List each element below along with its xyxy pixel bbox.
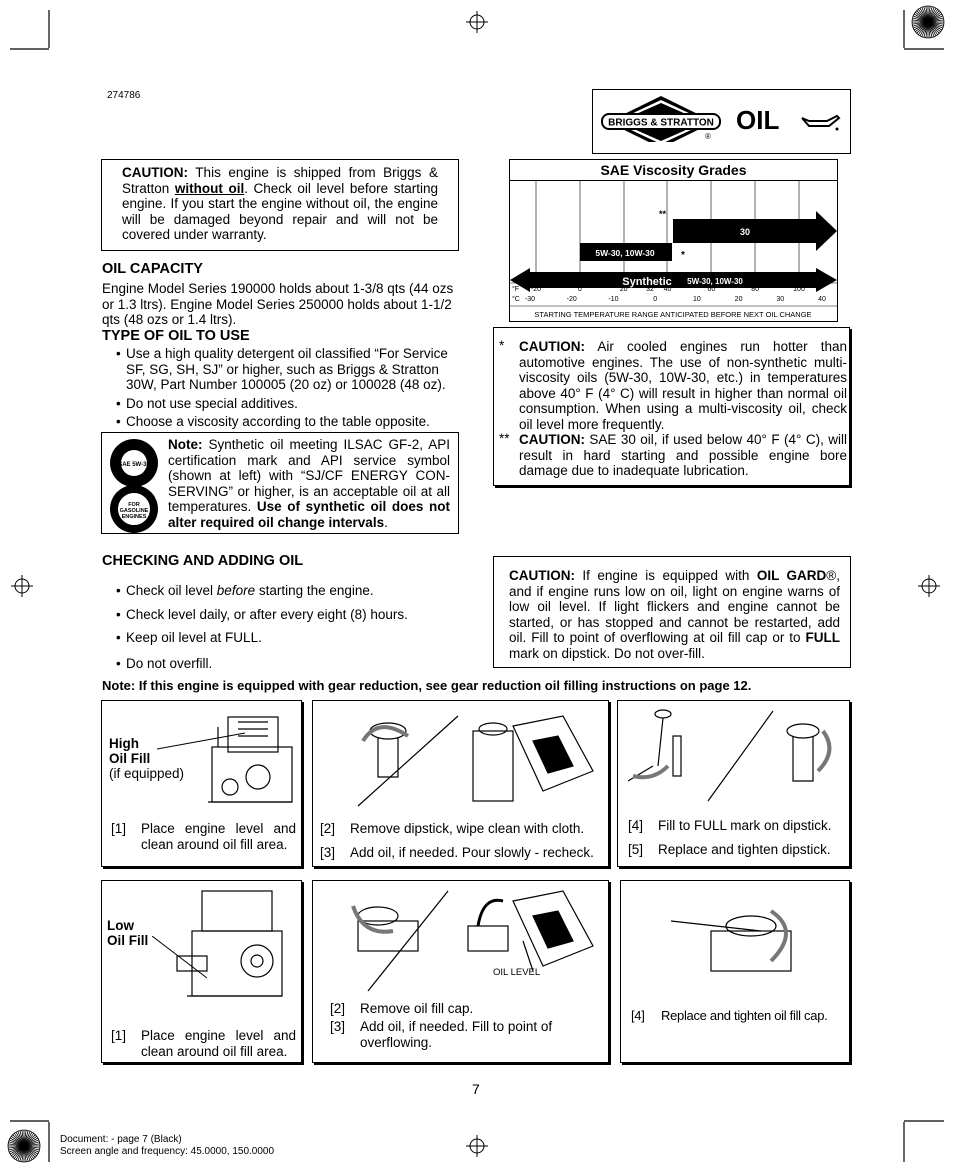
- api-donut-symbol-icon: [108, 437, 160, 489]
- page-number: 7: [472, 1081, 480, 1097]
- bar-synthetic-sub: 5W-30, 10W-30: [687, 277, 743, 286]
- step-1-high: [1] Place engine level and clean around oil fill area.: [111, 821, 296, 852]
- c-tick-label: 10: [692, 296, 701, 303]
- checking-list: [112, 583, 462, 671]
- c-tick-label: 30: [776, 296, 785, 303]
- oil-fill-cap-replace-illustration: [651, 901, 841, 991]
- f-tick-label: 40: [663, 286, 672, 293]
- print-info: Document: - page 7 (Black) Screen angle and frequency: 45.0000, 150.0000: [60, 1134, 275, 1157]
- oil-capacity-text: Engine Model Series 190000 holds about 1-3/8 qts (44 ozs or 1.3 ltrs). Engine Model Series 250000 holds about 1-1/2 qts (48 ozs or 1.4 ltrs).: [102, 281, 454, 327]
- f-tick-label: 80: [751, 286, 760, 293]
- leader-line: [157, 731, 247, 753]
- header-box: BRIGGS & STRATTON ® OIL: [592, 89, 851, 154]
- viscosity-chart: [509, 159, 838, 322]
- step-2-dipstick: [2] Remove dipstick, wipe clean with cloth.: [320, 821, 585, 836]
- c-tick-label: 0: [653, 296, 658, 303]
- synthetic-note-box: [101, 432, 459, 534]
- step-3-fill-cap: [3] Add oil, if needed. Fill to point of overflowing.: [330, 1019, 553, 1050]
- leader-line-low: [152, 936, 212, 981]
- c-tick-label: 40: [818, 296, 826, 303]
- f-tick-label: 60: [707, 286, 716, 293]
- f-tick-label: 20: [619, 286, 628, 293]
- briggs-stratton-logo: [600, 92, 722, 142]
- f-tick-label: -20: [530, 286, 542, 293]
- oil-level-label: OIL LEVEL: [493, 967, 541, 978]
- step-3-dipstick: [3] Add oil, if needed. Pour slowly - recheck.: [320, 845, 594, 860]
- caution-multigrade: CAUTION: Air cooled engines run hotter than automotive engines. The use of non-synthetic multi-viscosity oils (5W-30, 10W-30, etc.) in temperatures above 40° F (4° C) will result in higher than normal oil consumption. When using a multi-viscosity oil, check oil level more frequently.: [519, 339, 847, 432]
- panel-dipstick-steps45: [617, 700, 850, 867]
- c-tick-label: -30: [524, 296, 536, 303]
- registration-mark-left: [11, 575, 33, 597]
- high-oil-fill-label: High: [109, 736, 139, 751]
- f-unit: °F: [512, 286, 520, 293]
- list-item: • Do not overfill.: [112, 656, 462, 672]
- bar-synthetic: [510, 268, 837, 292]
- svg-text:BRIGGS & STRATTON: BRIGGS & STRATTON: [608, 117, 714, 129]
- registration-mark-bottom: [466, 1135, 488, 1157]
- checking-heading: CHECKING AND ADDING OIL: [102, 553, 304, 569]
- c-tick-label: -20: [566, 296, 577, 303]
- panel-high-step1: High Oil Fill (if equipped) [1] Place engine level and clean around oil fill area.: [101, 700, 302, 867]
- panel-dipstick-steps23: [312, 700, 609, 867]
- api-starburst-symbol-icon: [108, 483, 160, 535]
- oil-capacity-heading: OIL CAPACITY: [102, 261, 203, 277]
- oil-can-icon: [799, 112, 841, 132]
- panel-oil-fill-cap-step4: [620, 880, 850, 1063]
- caution-shipped-box: CAUTION: This engine is shipped from Briggs & Stratton without oil. Check oil level before starting engine. If you start the engine without oil, the engine will be damaged beyond repair and will not be covered under warranty.: [101, 159, 459, 251]
- svg-text:FOR: FOR: [128, 502, 140, 508]
- engine-high-fill-illustration: [198, 707, 300, 813]
- step-4-fill-cap: [4] Replace and tighten oil fill cap.: [631, 1008, 828, 1023]
- f-tick-label: 32: [646, 286, 654, 293]
- bar-synthetic-label: Synthetic: [622, 276, 672, 288]
- type-of-oil-heading: TYPE OF OIL TO USE: [102, 328, 250, 344]
- bar-sae30-label: 30: [739, 227, 751, 237]
- oil-gard-caution-box: CAUTION: If engine is equipped with OIL GARD®, and if engine runs low on oil, light on engine warns of low oil level. If light flickers and engine cannot be started, or has stopped and cannot be restarted, add oil. Fill to point of overflowing at oil fill cap or to FULL mark on dipstick. Do not over-fill.: [493, 556, 851, 668]
- panel-low-step1: Low Oil Fill [1] Place engine level and clean around oil fill area.: [101, 880, 302, 1063]
- registration-mark-right: [918, 575, 940, 597]
- dipstick-full-illustration: [623, 706, 848, 806]
- panel-oil-fill-cap-steps23: [312, 880, 609, 1063]
- viscosity-chart-plot: [510, 180, 837, 321]
- registration-mark-top: [466, 11, 488, 33]
- svg-text:SAE 5W-30: SAE 5W-30: [118, 462, 150, 468]
- step-5-dipstick: [5] Replace and tighten dipstick.: [628, 842, 831, 857]
- viscosity-cautions-box: * CAUTION: Air cooled engines run hotter than automotive engines. The use of non-synthetic multi-viscosity oils (5W-30, 10W-30, etc.) in temperatures above 40° F (4° C) will result in higher than normal oil consumption. When using a multi-viscosity oil, check oil level more frequently. ** CAUTION: SAE 30 oil, if used below 40° F (4° C), will result in hard starting and possible engine bore damage due to inadequate lubrication.: [493, 327, 850, 486]
- synthetic-note-text: Note: Synthetic oil meeting ILSAC GF-2, API certification mark and API service symbol (shown at left) with “SJ/CF ENERGY CON-SERVING” or higher, is an acceptable oil at all temperatures. Use of synthetic oil does not alter required oil change intervals.: [168, 437, 450, 530]
- list-item: • Check oil level before starting the engine.: [112, 583, 462, 599]
- list-item: • Use a high quality detergent oil classified “For Service SF, SG, SH, SJ” or higher, such as Briggs & Stratton 30W, Part Number 100005 (20 oz) or 100028 (48 oz).: [112, 346, 462, 393]
- c-tick-label: 20: [734, 296, 743, 303]
- list-item: • Keep oil level at FULL.: [112, 630, 462, 646]
- dipstick-removal-illustration: [353, 711, 603, 811]
- low-oil-fill-label: Low: [107, 918, 134, 933]
- type-of-oil-list: [112, 346, 462, 430]
- list-item: • Do not use special additives.: [112, 396, 462, 412]
- step-4-dipstick: [4] Fill to FULL mark on dipstick.: [628, 818, 832, 833]
- viscosity-chart-title: SAE Viscosity Grades: [510, 160, 837, 181]
- c-tick-label: -10: [608, 296, 619, 303]
- step-1-low: [1] Place engine level and clean around oil fill area.: [111, 1028, 296, 1059]
- color-wheel-top-right: [912, 6, 944, 38]
- bar-multigrade-marker: *: [681, 250, 685, 261]
- list-item: • Check level daily, or after every eight (8) hours.: [112, 607, 462, 623]
- part-number: 274786: [107, 90, 141, 101]
- color-wheel-bottom-left: [8, 1130, 40, 1162]
- step-2-fill-cap: [2] Remove oil fill cap.: [330, 1001, 474, 1016]
- list-item: • Choose a viscosity according to the table opposite.: [112, 414, 462, 430]
- svg-text:ENGINES: ENGINES: [121, 514, 147, 520]
- c-unit: °C: [512, 296, 520, 303]
- bar-sae30-marker: **: [659, 209, 667, 219]
- oil-fill-cap-removal-illustration: [338, 886, 603, 996]
- page-title: OIL: [736, 105, 780, 135]
- bar-multigrade-label: 5W-30, 10W-30: [595, 248, 655, 258]
- svg-text:GASOLINE: GASOLINE: [119, 508, 149, 514]
- f-tick-label: 100: [793, 286, 805, 293]
- gear-reduction-note: Note: If this engine is equipped with gear reduction, see gear reduction oil filling instructions on page 12.: [102, 678, 752, 693]
- viscosity-footer: STARTING TEMPERATURE RANGE ANTICIPATED BEFORE NEXT OIL CHANGE: [534, 310, 812, 319]
- caution-sae30: CAUTION: SAE 30 oil, if used below 40° F (4° C), will result in hard starting and possible engine bore damage due to inadequate lubrication.: [519, 432, 847, 478]
- f-tick-label: 0: [577, 286, 582, 293]
